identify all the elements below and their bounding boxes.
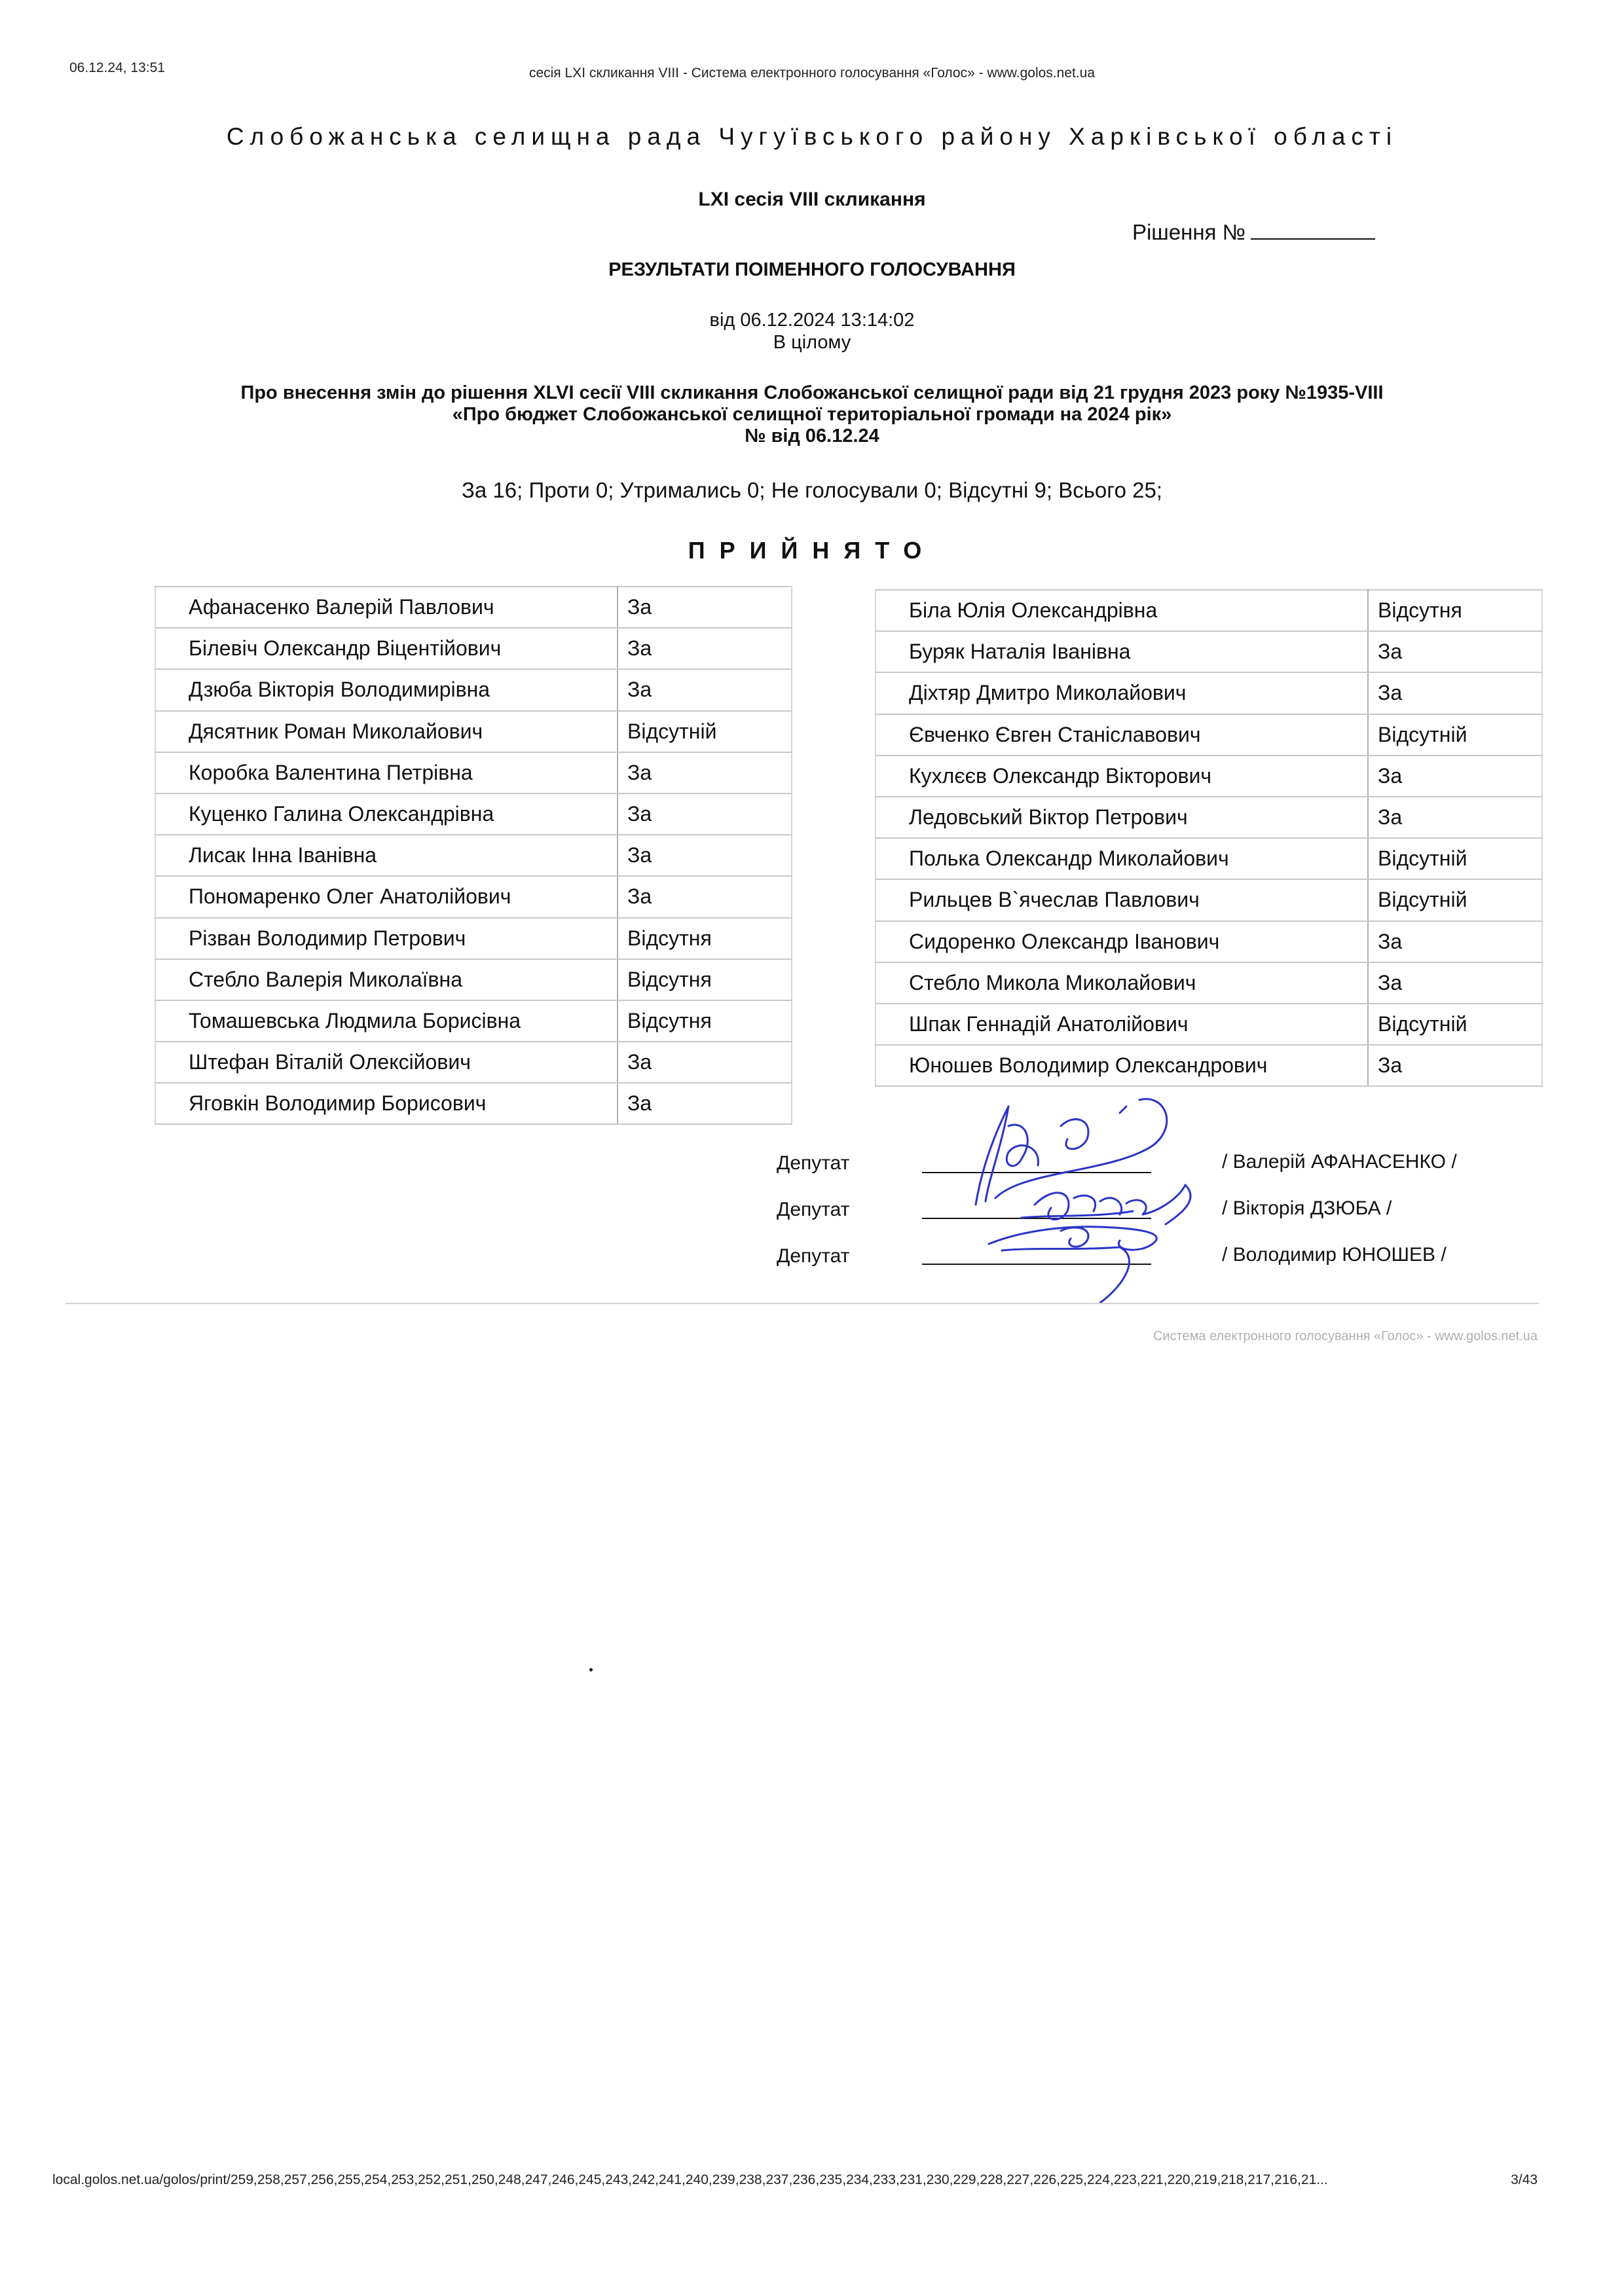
deputy-vote: За	[1368, 797, 1542, 838]
deputy-vote: За	[1368, 921, 1542, 962]
page-divider	[65, 1303, 1539, 1304]
deputy-name: Лисак Інна Іванівна	[155, 835, 618, 876]
results-title: РЕЗУЛЬТАТИ ПОІМЕННОГО ГОЛОСУВАННЯ	[608, 259, 1016, 280]
vote-row	[876, 1004, 1542, 1045]
deputy-name: Кухлєєв Олександр Вікторович	[876, 756, 1368, 797]
vote-row	[155, 918, 792, 959]
deputy-name: Буряк Наталія Іванівна	[876, 631, 1368, 672]
vote-scope: В цілому	[773, 332, 851, 353]
vote-date-block	[0, 309, 1624, 354]
deputy-vote: За	[618, 752, 792, 793]
print-datetime: 06.12.24, 13:51	[69, 60, 165, 75]
deputy-vote: За	[618, 835, 792, 876]
deputy-vote: Відсутній	[1368, 838, 1542, 879]
deputy-name: Рильцев В`ячеслав Павлович	[876, 879, 1368, 920]
vote-row	[155, 1083, 792, 1124]
print-title: сесія LXI скликання VIII - Система електронного голосування «Голос» - www.golos.net.ua	[528, 65, 1096, 81]
deputy-vote: Відсутня	[1368, 590, 1542, 631]
handwritten-signatures	[904, 1087, 1231, 1309]
vote-row	[876, 756, 1542, 797]
vote-row	[876, 714, 1542, 756]
vote-row	[155, 628, 792, 669]
deputy-vote: За	[1368, 631, 1542, 672]
vote-row	[876, 879, 1542, 920]
signature-name-1: / Валерій АФАНАСЕНКО /	[1222, 1151, 1457, 1173]
scan-dot	[589, 1668, 593, 1671]
vote-date: від 06.12.2024 13:14:02	[709, 310, 915, 331]
vote-row	[876, 838, 1542, 879]
deputy-vote: Відсутній	[1368, 879, 1542, 920]
deputy-name: Яговкін Володимир Борисович	[155, 1083, 618, 1124]
signature-name-2: / Вікторія ДЗЮБА /	[1222, 1197, 1392, 1219]
signature-label-1: Депутат	[777, 1152, 850, 1174]
deputy-vote: Відсутня	[618, 1000, 792, 1042]
page-number: 3/43	[1511, 2172, 1538, 2187]
deputy-vote: Відсутня	[618, 918, 792, 959]
deputy-vote: За	[618, 669, 792, 710]
subject-line-2: «Про бюджет Слобожанської селищної територіальної громади на 2024 рік»	[452, 404, 1172, 425]
votes-table-left	[155, 586, 792, 1125]
deputy-name: Діхтяр Дмитро Миколайович	[876, 672, 1368, 714]
deputy-name: Томашевська Людмила Борисівна	[155, 1000, 618, 1042]
signature-label-2: Депутат	[777, 1199, 850, 1220]
vote-row	[155, 1000, 792, 1042]
deputy-vote: За	[618, 1083, 792, 1124]
vote-row	[876, 672, 1542, 714]
deputy-name: Євченко Євген Станіславович	[876, 714, 1368, 756]
vote-row	[155, 835, 792, 876]
deputy-name: Ледовський Віктор Петрович	[876, 797, 1368, 838]
signature-stroke-2	[1022, 1185, 1185, 1220]
decision-label: Рішення №	[1132, 220, 1246, 244]
deputy-vote: Відсутній	[1368, 1004, 1542, 1045]
print-url[interactable]: local.golos.net.ua/golos/print/259,258,257,256,255,254,253,252,251,250,248,247,246,245,243,242,241,240,239,238,237,236,235,234,233,231,230,229,228,227,226,225,224,223,221,220,219,218,217,216,21...	[52, 2172, 1328, 2187]
signature-label-3: Депутат	[777, 1245, 850, 1267]
session-title: LXI сесія VIII скликання	[698, 189, 926, 210]
deputy-vote: За	[618, 1042, 792, 1083]
vote-row	[876, 962, 1542, 1004]
deputy-name: Біла Юлія Олександрівна	[876, 590, 1368, 631]
vote-row	[155, 752, 792, 793]
decision-number	[1132, 220, 1375, 245]
deputy-name: Стебло Микола Миколайович	[876, 962, 1368, 1004]
deputy-name: Різван Володимир Петрович	[155, 918, 618, 959]
vote-row	[155, 876, 792, 917]
subject-line-3: № від 06.12.24	[745, 426, 879, 446]
signature-stroke-1	[976, 1099, 1167, 1205]
deputy-vote: За	[618, 628, 792, 669]
deputy-vote: Відсутній	[1368, 714, 1542, 756]
votes-table-right	[875, 589, 1543, 1087]
vote-row	[876, 921, 1542, 962]
deputy-name: Дясятник Роман Миколайович	[155, 711, 618, 752]
vote-tally: За 16; Проти 0; Утримались 0; Не голосували 0; Відсутні 9; Всього 25;	[462, 478, 1162, 502]
deputy-vote: За	[618, 876, 792, 917]
vote-row	[155, 669, 792, 710]
deputy-vote: Відсутній	[618, 711, 792, 752]
deputy-vote: За	[618, 587, 792, 628]
vote-row	[876, 631, 1542, 672]
deputy-vote: За	[1368, 1045, 1542, 1086]
signature-name-3: / Володимир ЮНОШЕВ /	[1222, 1244, 1447, 1266]
deputy-name: Шпак Геннадій Анатолійович	[876, 1004, 1368, 1045]
faint-system-footer: Система електронного голосування «Голос» - www.golos.net.ua	[1153, 1329, 1538, 1343]
decision-subject	[0, 382, 1624, 447]
vote-row	[876, 797, 1542, 838]
deputy-name: Штефан Віталій Олексійович	[155, 1042, 618, 1083]
deputy-name: Пономаренко Олег Анатолійович	[155, 876, 618, 917]
decision-blank	[1251, 221, 1375, 240]
deputy-name: Коробка Валентина Петрівна	[155, 752, 618, 793]
vote-row	[876, 1045, 1542, 1086]
deputy-name: Дзюба Вікторія Володимирівна	[155, 669, 618, 710]
subject-line-1: Про внесення змін до рішення XLVI сесії VIII скликання Слобожанської селищної ради від 21 грудня 2023 року №1935-VIII	[240, 382, 1384, 403]
deputy-name: Полька Олександр Миколайович	[876, 838, 1368, 879]
deputy-vote: За	[1368, 962, 1542, 1004]
vote-row	[155, 1042, 792, 1083]
deputy-vote: За	[1368, 672, 1542, 714]
deputy-vote: За	[618, 793, 792, 835]
deputy-vote: Відсутня	[618, 959, 792, 1000]
deputy-name: Сидоренко Олександр Іванович	[876, 921, 1368, 962]
council-name: Слобожанська селищна рада Чугуївського району Харківської області	[226, 123, 1398, 150]
vote-row	[155, 587, 792, 628]
deputy-name: Афанасенко Валерій Павлович	[155, 587, 618, 628]
vote-row	[155, 793, 792, 835]
deputy-name: Юношев Володимир Олександрович	[876, 1045, 1368, 1086]
vote-row	[155, 711, 792, 752]
vote-result: ПРИЙНЯТО	[688, 537, 936, 564]
deputy-vote: За	[1368, 756, 1542, 797]
vote-row	[155, 959, 792, 1000]
vote-row	[876, 590, 1542, 631]
signature-stroke-3	[989, 1185, 1190, 1303]
deputy-name: Білевіч Олександр Віцентійович	[155, 628, 618, 669]
deputy-name: Стебло Валерія Миколаївна	[155, 959, 618, 1000]
deputy-name: Куценко Галина Олександрівна	[155, 793, 618, 835]
